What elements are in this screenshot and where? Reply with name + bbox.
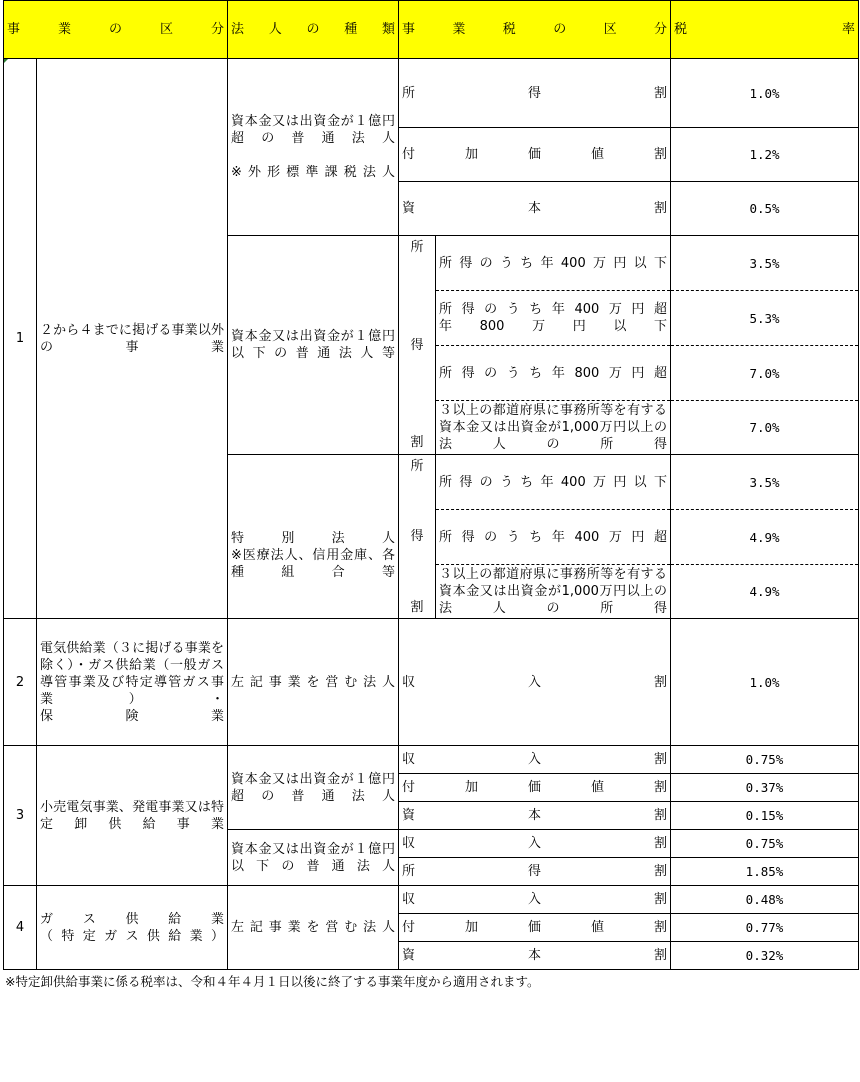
tax-rate: 0.75%	[671, 746, 859, 774]
tax-category: 資本割	[399, 802, 671, 830]
tax-category: 資本割	[399, 942, 671, 970]
tax-category: 収入割	[399, 830, 671, 858]
footnote: ※特定卸供給事業に係る税率は、令和４年４月１日以後に終了する事業年度から適用されます。	[5, 974, 540, 989]
tax-rate: 0.77%	[671, 914, 859, 942]
tax-category: 所得のうち年400万円超	[436, 510, 671, 565]
business-tax-rate-table	[3, 0, 859, 970]
corporation-type: 資本金又は出資金が１億円以下の普通法人等	[228, 236, 399, 455]
tax-rate: 0.75%	[671, 830, 859, 858]
tax-category: 所得のうち年400万円以下	[436, 455, 671, 510]
tax-category: 所得のうち年400万円超 年800万円以下	[436, 291, 671, 346]
corporation-type: 資本金又は出資金が１億円以下の普通法人	[228, 830, 399, 886]
header-row	[4, 1, 859, 59]
tax-rate: 0.37%	[671, 774, 859, 802]
tax-category: 収入割	[399, 886, 671, 914]
business-category: 小売電気事業、発電事業又は特定卸供給事業	[37, 746, 228, 886]
table-row	[4, 59, 859, 128]
tax-category: 所得割	[399, 858, 671, 886]
tax-rate: 3.5%	[671, 455, 859, 510]
table-row	[4, 886, 859, 914]
business-category: ２から４までに掲げる事業以外の事業	[37, 59, 228, 619]
tax-rate: 1.85%	[671, 858, 859, 886]
income-levy-group: 所 得 割	[399, 236, 436, 455]
income-levy-group: 所 得 割	[399, 455, 436, 619]
tax-category: ３以上の都道府県に事務所等を有する資本金又は出資金が1,000万円以上の法人の所得	[436, 565, 671, 619]
tax-category: 収入割	[399, 746, 671, 774]
row-number: 3	[4, 746, 37, 886]
table-row	[4, 619, 859, 746]
tax-rate: 7.0%	[671, 346, 859, 401]
business-category: 電気供給業（３に掲げる事業を除く）・ガス供給業（一般ガス導管事業及び特定導管ガス事業）・ 保険業	[37, 619, 228, 746]
tax-rate: 0.48%	[671, 886, 859, 914]
tax-category: ３以上の都道府県に事務所等を有する資本金又は出資金が1,000万円以上の法人の所得	[436, 401, 671, 455]
table-row	[4, 746, 859, 774]
tax-rate: 7.0%	[671, 401, 859, 455]
tax-rate: 5.3%	[671, 291, 859, 346]
tax-rate: 0.32%	[671, 942, 859, 970]
tax-category: 付加価値割	[399, 128, 671, 182]
tax-rate: 4.9%	[671, 565, 859, 619]
tax-rate: 1.2%	[671, 128, 859, 182]
tax-category: 所得のうち年400万円以下	[436, 236, 671, 291]
corporation-type: 左記事業を営む法人	[228, 619, 399, 746]
tax-category: 資本割	[399, 182, 671, 236]
row-number: 2	[4, 619, 37, 746]
corporation-type: 資本金又は出資金が１億円超の普通法人	[228, 746, 399, 830]
tax-rate: 3.5%	[671, 236, 859, 291]
row-number: 1	[4, 59, 37, 619]
tax-rate: 0.15%	[671, 802, 859, 830]
corporation-type: 資本金又は出資金が１億円超の普通法人 ※外形標準課税法人	[228, 59, 399, 236]
tax-category: 所得のうち年800万円超	[436, 346, 671, 401]
header-zei-kubun: 事業税の区分	[399, 1, 671, 59]
tax-rate: 0.5%	[671, 182, 859, 236]
tax-rate: 1.0%	[671, 59, 859, 128]
row-number: 4	[4, 886, 37, 970]
corporation-type: 左記事業を営む法人	[228, 886, 399, 970]
tax-rate: 4.9%	[671, 510, 859, 565]
header-jigyo-kubun: 事業の区分	[4, 1, 228, 59]
tax-category: 付加価値割	[399, 774, 671, 802]
tax-category: 付加価値割	[399, 914, 671, 942]
header-zeiritsu: 税率	[671, 1, 859, 59]
header-hojin-shurui: 法人の種類	[228, 1, 399, 59]
tax-category: 収入割	[399, 619, 671, 746]
corporation-type: 特別法人 ※医療法人、信用金庫、各種組合等	[228, 455, 399, 619]
tax-category: 所得割	[399, 59, 671, 128]
business-category: ガス供給業 （特定ガス供給業）	[37, 886, 228, 970]
tax-rate: 1.0%	[671, 619, 859, 746]
